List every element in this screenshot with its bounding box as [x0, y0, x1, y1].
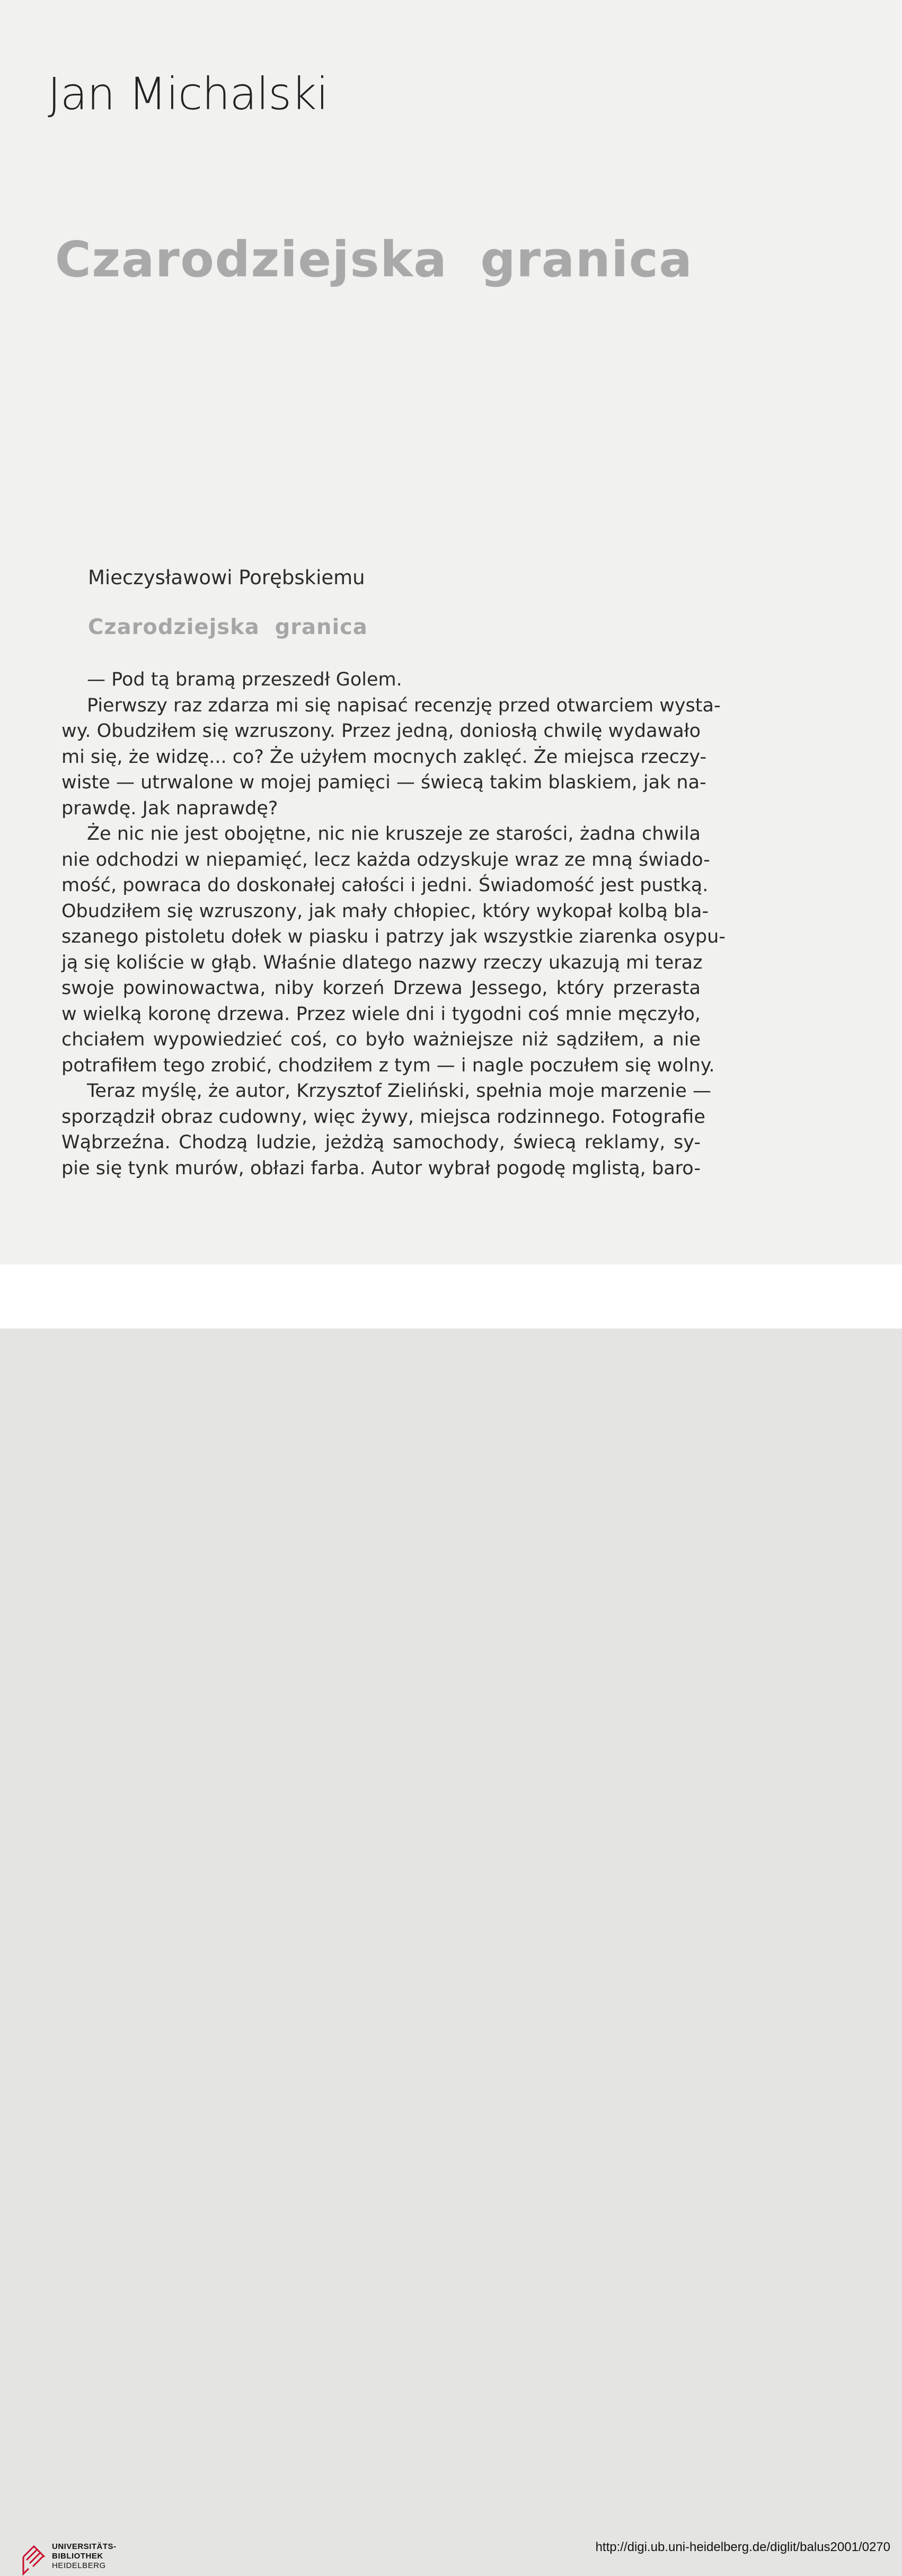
text-line: Wąbrzeźna. Chodzą ludzie, jeżdżą samochody, świecą reklamy, sy-	[61, 1132, 701, 1153]
text-line: szanego pistoletu dołek w piasku i patrzy jak wszystkie ziarenka osypu-	[61, 926, 726, 947]
text-line: nie odchodzi w niepamięć, lecz każda odzyskuje wraz ze mną świado-	[61, 849, 710, 871]
text-line: chciałem wypowiedzieć coś, co było ważniejsze niż sądziłem, a nie	[61, 1029, 701, 1050]
text-line: — Pod tą bramą przeszedł Golem.	[87, 669, 402, 690]
text-line: mi się, że widzę... co? Że użyłem mocnych zaklęć. Że miejsca rzeczy-	[61, 746, 707, 768]
text-line: ją się koliście w głąb. Właśnie dlatego nazwy rzeczy ukazują mi teraz	[61, 952, 703, 973]
text-line: sporządził obraz cudowny, więc żywy, miejsca rodzinnego. Fotografie	[61, 1106, 705, 1128]
library-logo-icon	[21, 2536, 47, 2576]
page	[0, 0, 902, 1264]
text-line: wy. Obudziłem się wzruszony. Przez jedną, doniosłą chwilę wydawało	[61, 720, 701, 742]
body-text	[61, 667, 726, 1181]
text-line: prawdę. Jak naprawdę?	[61, 797, 278, 819]
text-line: swoje powinowactwa, niby korzeń Drzewa Jessego, który przerasta	[61, 978, 701, 999]
article-title: Czarodziejska granica	[55, 231, 693, 288]
source-url-link[interactable]: http://digi.ub.uni-heidelberg.de/diglit/balus2001/0270	[595, 2540, 890, 2554]
text-line: Obudziłem się wzruszony, jak mały chłopiec, który wykopał kolbą bla-	[61, 900, 709, 922]
dedication: Mieczysławowi Porębskiemu	[88, 566, 365, 589]
text-line: potrafiłem tego zrobić, chodziłem z tym — i nagle poczułem się wolny.	[61, 1054, 715, 1076]
text-line: wiste — utrwalone w mojej pamięci — świecą takim blaskiem, jak na-	[61, 772, 706, 793]
footer-bar	[0, 1264, 902, 2570]
section-title: Czarodziejska granica	[88, 615, 368, 639]
text-line: Pierwszy raz zdarza mi się napisać recenzję przed otwarciem wysta-	[87, 694, 721, 716]
library-name: UNIVERSITÄTS- BIBLIOTHEK HEIDELBERG	[52, 2542, 117, 2570]
text-line: Że nic nie jest obojętne, nic nie kruszeje ze starości, żadna chwila	[87, 823, 701, 845]
text-line: Teraz myślę, że autor, Krzysztof Zieliński, spełnia moje marzenie —	[87, 1080, 711, 1102]
text-line: w wielką koronę drzewa. Przez wiele dni i tygodni coś mnie męczyło,	[61, 1003, 701, 1025]
author-name: Jan Michalski	[48, 68, 328, 120]
text-line: pie się tynk murów, obłazi farba. Autor wybrał pogodę mglistą, baro-	[61, 1157, 701, 1179]
text-line: mość, powraca do doskonałej całości i jedni. Świadomość jest pustką.	[61, 875, 709, 896]
